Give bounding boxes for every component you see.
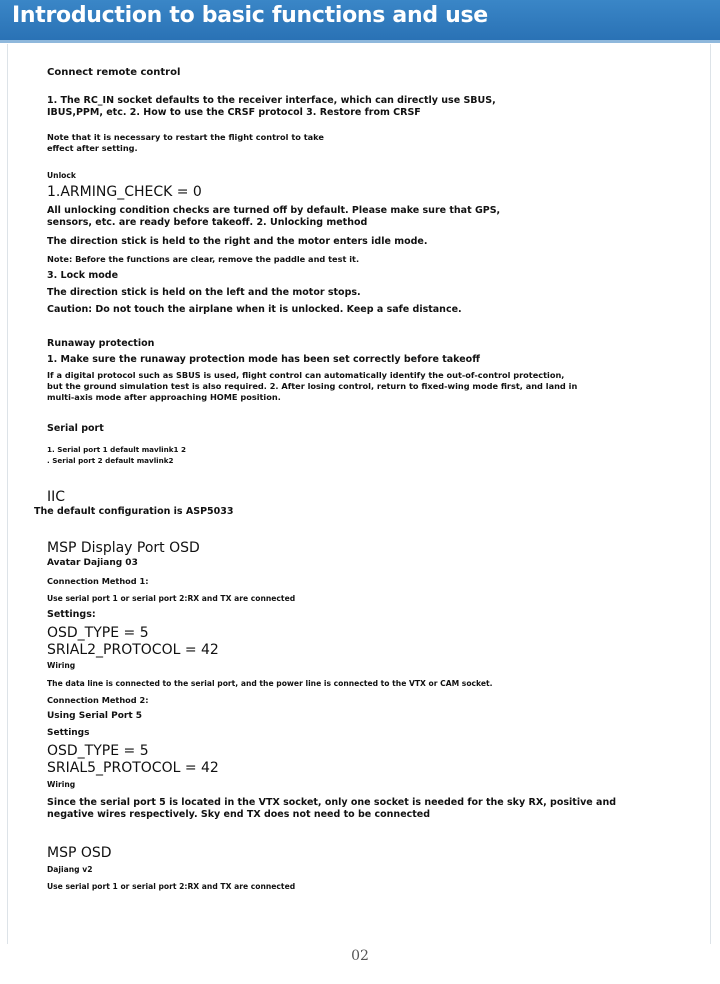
serial5-protocol: SRIAL5_PROTOCOL = 42 <box>47 760 219 776</box>
runaway-desc-2: but the ground simulation test is also required. 2. After losing control, return to fixed-wing mode first, and land in <box>47 381 578 391</box>
settings-1-heading: Settings: <box>47 609 96 620</box>
connect-note-2: effect after setting. <box>47 143 138 153</box>
msp-osd-sub: Dajiang v2 <box>47 865 93 874</box>
page-number: 02 <box>351 948 369 964</box>
runaway-heading: Runaway protection <box>47 338 155 349</box>
runaway-item-1: 1. Make sure the runaway protection mode has been set correctly before takeoff <box>47 354 480 365</box>
runaway-desc-3: multi-axis mode after approaching HOME position. <box>47 392 281 402</box>
runaway-desc-1: If a digital protocol such as SBUS is used, flight control can automatically identify the out-of-control protection, <box>47 370 565 380</box>
conn-method-2: Connection Method 2: <box>47 695 149 705</box>
page-title: Introduction to basic functions and use <box>12 3 488 28</box>
lock-stick-left: The direction stick is held on the left and the motor stops. <box>47 287 361 298</box>
lock-mode-heading: 3. Lock mode <box>47 270 119 281</box>
osd-type-2: OSD_TYPE = 5 <box>47 743 149 759</box>
connect-heading: Connect remote control <box>47 67 181 78</box>
unlock-note: Note: Before the functions are clear, remove the paddle and test it. <box>47 254 360 264</box>
unlock-caution: Caution: Do not touch the airplane when it is unlocked. Keep a safe distance. <box>47 304 462 315</box>
unlock-desc-2: sensors, etc. are ready before takeoff. 2. Unlocking method <box>47 217 368 228</box>
arming-check-param: 1.ARMING_CHECK = 0 <box>47 184 202 200</box>
iic-heading: IIC <box>47 489 66 505</box>
serial-line-2: . Serial port 2 default mavlink2 <box>47 456 174 465</box>
wiring-2-heading: Wiring <box>47 780 76 789</box>
msp-dp-heading: MSP Display Port OSD <box>47 540 200 556</box>
wiring-1-heading: Wiring <box>47 661 76 670</box>
serial2-protocol: SRIAL2_PROTOCOL = 42 <box>47 642 219 658</box>
conn-method-2-desc: Using Serial Port 5 <box>47 711 143 721</box>
wiring-2-desc-2: negative wires respectively. Sky end TX does not need to be connected <box>47 809 431 820</box>
unlock-heading: Unlock <box>47 171 76 180</box>
left-margin-rule <box>7 44 8 944</box>
wiring-1-desc: The data line is connected to the serial port, and the power line is connected to the VTX or CAM socket. <box>47 679 493 688</box>
connect-note-1: Note that it is necessary to restart the flight control to take <box>47 132 324 142</box>
iic-desc: The default configuration is ASP5033 <box>34 506 234 517</box>
serial-heading: Serial port <box>47 423 104 434</box>
unlock-stick-right: The direction stick is held to the right and the motor enters idle mode. <box>47 236 428 247</box>
msp-osd-heading: MSP OSD <box>47 845 112 861</box>
right-margin-rule <box>710 44 711 944</box>
settings-2-heading: Settings <box>47 728 90 738</box>
serial-line-1: 1. Serial port 1 default mavlink1 2 <box>47 445 187 454</box>
unlock-desc-1: All unlocking condition checks are turned off by default. Please make sure that GPS, <box>47 205 501 216</box>
conn-method-1-desc: Use serial port 1 or serial port 2:RX and TX are connected <box>47 594 296 603</box>
msp-osd-desc: Use serial port 1 or serial port 2:RX and TX are connected <box>47 882 296 891</box>
msp-dp-sub: Avatar Dajiang 03 <box>47 558 138 568</box>
page-header <box>0 0 720 43</box>
wiring-2-desc-1: Since the serial port 5 is located in the VTX socket, only one socket is needed for the sky RX, positive and <box>47 797 617 808</box>
osd-type-1: OSD_TYPE = 5 <box>47 625 149 641</box>
connect-line-1: 1. The RC_IN socket defaults to the receiver interface, which can directly use SBUS, <box>47 95 496 106</box>
conn-method-1: Connection Method 1: <box>47 576 149 586</box>
connect-line-2: IBUS,PPM, etc. 2. How to use the CRSF protocol 3. Restore from CRSF <box>47 107 421 118</box>
